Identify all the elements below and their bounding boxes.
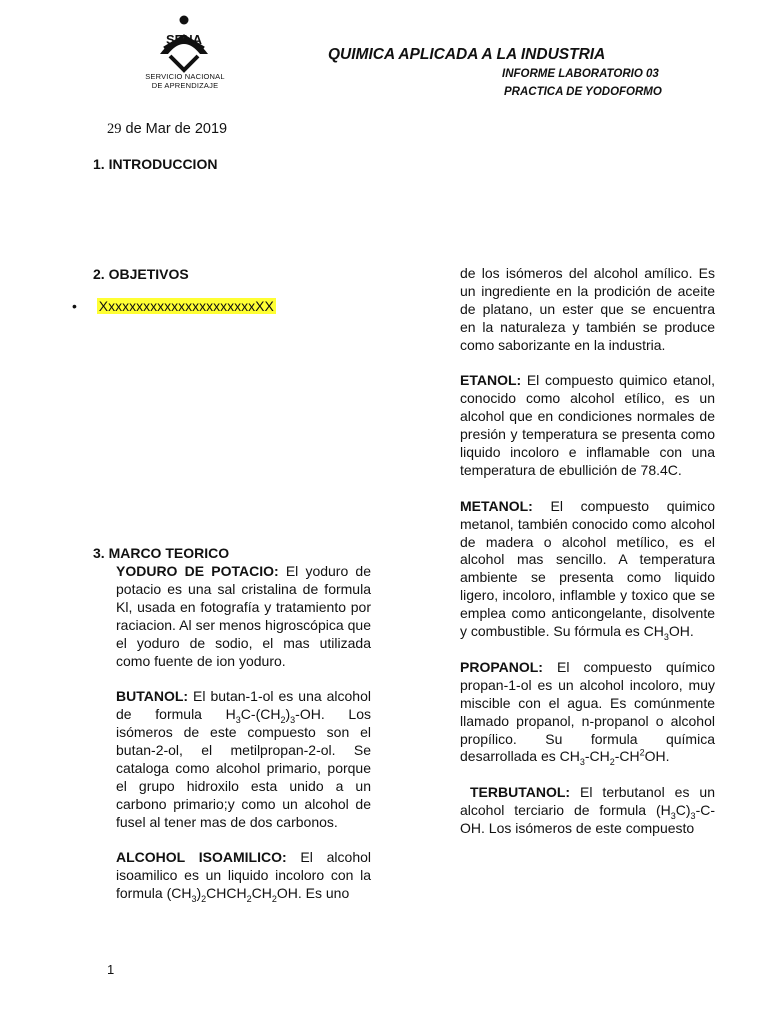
paragraph-butanol: BUTANOL: El butan-1-ol es una alcohol de formula $H_3C-(CH_2)_3-OH$. Los isómeros de este compuesto son el butan-2-ol, el metilpropan-2-ol. Se cataloga como alcohol primario, porque el grupo hidroxilo esta unido a un carbono primario;y como un alcohol de fusel al tener mas de dos carbonos. [116, 688, 371, 830]
right-column [460, 265, 715, 838]
practice-subtitle: PRACTICA DE YODOFORMO [504, 86, 662, 98]
document-title: QUIMICA APLICADA A LA INDUSTRIA [328, 46, 606, 63]
left-column [116, 563, 371, 903]
page-number: 1 [107, 962, 115, 977]
paragraph-isoamilico: ALCOHOL ISOAMILICO: El alcohol isoamilico es un liquido incoloro con la formula $(CH_3)_2CHCH_2CH_2OH$. Es uno [116, 849, 371, 905]
objective-item [72, 298, 276, 314]
paragraph-terbutanol: TERBUTANOL: El terbutanol es un alcohol terciario de formula $(H_3C)_3-C-OH$. Los isómeros de este compuesto [460, 784, 716, 837]
logo-text: SENA [165, 32, 203, 47]
paragraph-metanol: METANOL: El compuesto quimico metanol, también conocido como alcohol de madera o alcohol metílico, es el alcohol mas sencillo. A temperatura ambiente se presenta como liquido ligero, incoloro, inflamble y toxico que se emplea como anticongelante, disolvente y combustible. Su fórmula es $CH_3OH$. [460, 497, 715, 642]
section-objetivos: 2. OBJETIVOS [93, 266, 189, 282]
logo-caption: SERVICIO NACIONAL DE APRENDIZAJE [145, 72, 225, 90]
paragraph-amilico-cont: de los isómeros del alcohol amílico. Es un ingrediente en la prodición de aceite de platano, un ester que se encuentra en la naturaleza y también se produce como saborizante en la industria. [460, 265, 715, 353]
report-subtitle: INFORME LABORATORIO 03 [502, 68, 659, 80]
section-introduccion: 1. INTRODUCCION [93, 156, 218, 172]
paragraph-propanol: PROPANOL: El compuesto químico propan-1-ol es un alcohol incoloro, muy miscible con el agua. Es comúnmente llamado propanol, n-propanol o alcohol propílico. Su formula química desarrollada es $CH_3-CH_2-CH^2OH$. [460, 658, 715, 768]
paragraph-yoduro: YODURO DE POTACIO: El yoduro de potacio es una sal cristalina de formula Kl, usada en fotografía y tratamiento por raciacion. Al ser menos higroscópica que el yoduro de sodio, el mas utilizada como fuente de ion yoduro. [116, 563, 372, 669]
objective-text: XxxxxxxxxxxxxxxxxxxxxxXX [98, 298, 274, 314]
paragraph-etanol: ETANOL: El compuesto quimico etanol, conocido como alcohol etílico, es un alcohol que en condiciones normales de presión y temperatura se presenta como liquido incoloro e inflamable con una temperatura de ebullición de 78.4C. [460, 372, 715, 478]
section-marco-teorico: 3. MARCO TEORICO [93, 545, 230, 561]
bullet-icon: • [72, 298, 77, 314]
document-date: 29 de Mar de 2019 [107, 121, 228, 137]
